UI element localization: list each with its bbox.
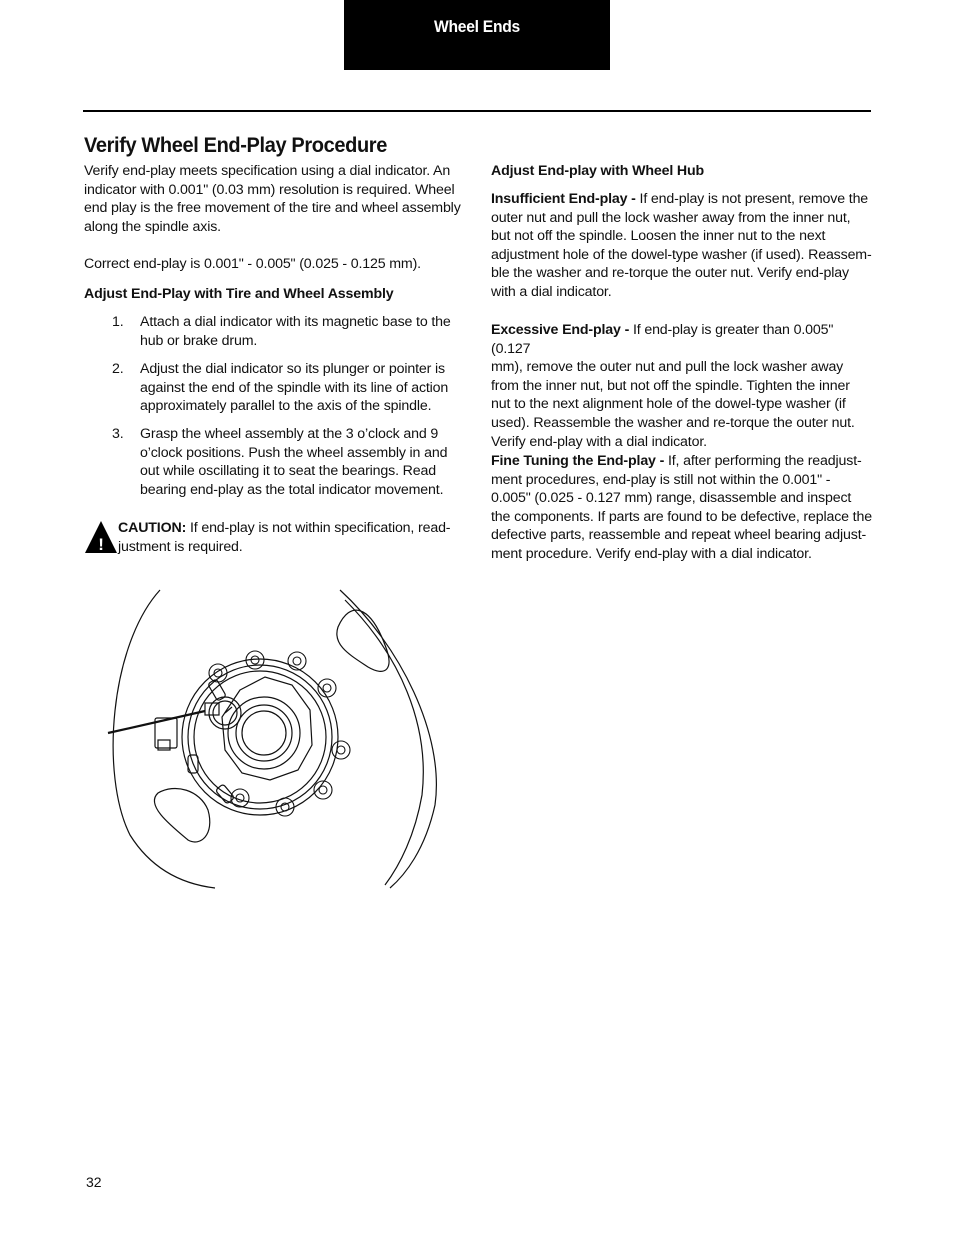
paragraph-line: 0.005" (0.025 - 0.127 mm) range, disassemble and inspect [491,490,852,507]
page-title: Verify Wheel End-Play Procedure [84,133,387,157]
caution-label: CAUTION: [118,520,187,536]
paragraph-line: If end-play is greater than 0.005" (0.127 [491,322,834,357]
step-number: 2. [112,361,124,377]
caution-line: justment is required. [118,538,243,555]
step-text [140,425,464,499]
paragraph-line: ment procedures, end-play is still not within the 0.001" - [491,471,831,488]
step-line: out while oscillating it to seat the bearings. Read [140,463,436,480]
paragraph-line: the components. If parts are found to be defective, replace the [491,508,872,525]
insufficient-endplay-paragraph [491,190,876,302]
section-tab [344,0,610,70]
step-line: bearing end-play as the total indicator movement. [140,481,444,498]
wheel-hub-dial-indicator-illustration [100,585,445,890]
intro-line: Verify end-play meets specification using a dial indicator. An [84,163,451,179]
step-text [140,313,464,350]
step-line: Attach a dial indicator with its magnetic base to the [140,314,451,330]
paragraph-line: from the inner nut, but not off the spindle. Tighten the inner [491,377,850,394]
excessive-endplay-paragraph [491,321,876,451]
paragraph-line: ment procedure. Verify end-play with a dial indicator. [491,545,812,562]
paragraph-line: with a dial indicator. [491,283,612,300]
step-line: Grasp the wheel assembly at the 3 o’clock and 9 [140,426,439,442]
step-number: 3. [112,426,124,442]
step-line: hub or brake drum. [140,332,258,349]
paragraph-line: ble the washer and re-torque the outer nut. Verify end-play [491,265,849,282]
fine-tuning-paragraph [491,452,876,564]
step-line: against the end of the spindle with its line of action [140,379,449,396]
paragraph-line: Verify end-play with a dial indicator. [491,433,707,450]
intro-line: indicator with 0.001" (0.03 mm) resolution is required. Wheel [84,181,455,198]
svg-text:!: ! [98,535,104,554]
paragraph-line: adjustment hole of the dowel-type washer (if used). Reassem- [491,246,872,263]
step-text [140,360,464,416]
subheading-wheel-hub: Adjust End-play with Wheel Hub [491,163,705,179]
step-line: o’clock positions. Push the wheel assembly in and [140,444,448,461]
page-number: 32 [86,1174,102,1190]
insufficient-label: Insufficient End-play - [491,191,640,207]
step-line: Adjust the dial indicator so its plunger or pointer is [140,361,445,377]
paragraph-line: If end-play is not present, remove the [639,191,869,207]
paragraph-line: but not off the spindle. Loosen the inner nut to the next [491,228,826,245]
intro-paragraph [84,162,474,236]
subheading-tire-wheel: Adjust End-Play with Tire and Wheel Assembly [84,286,394,302]
caution-line: If end-play is not within specification, read- [186,520,451,536]
intro-line: end play is the free movement of the tire and wheel assembly [84,200,461,217]
header-rule [83,110,871,112]
caution-warning-icon [84,519,118,555]
step-number: 1. [112,314,124,330]
correct-endplay-spec: Correct end-play is 0.001" - 0.005" (0.025 - 0.125 mm). [84,256,421,272]
paragraph-line: defective parts, reassemble and repeat wheel bearing adjust- [491,527,867,544]
finetune-label: Fine Tuning the End-play - [491,453,668,469]
excessive-label: Excessive End-play - [491,322,633,338]
paragraph-line: outer nut and pull the lock washer away from the inner nut, [491,209,851,226]
paragraph-line: used). Reassemble the washer and re-torque the outer nut. [491,414,855,431]
intro-line: along the spindle axis. [84,218,221,235]
paragraph-line: nut to the next alignment hole of the dowel-type washer (if [491,396,846,413]
section-tab-label: Wheel Ends [434,17,520,36]
caution-text [118,519,474,556]
paragraph-line: If, after performing the readjust- [667,453,862,469]
step-line: approximately parallel to the axis of the spindle. [140,398,432,415]
paragraph-line: mm), remove the outer nut and pull the lock washer away [491,359,844,376]
